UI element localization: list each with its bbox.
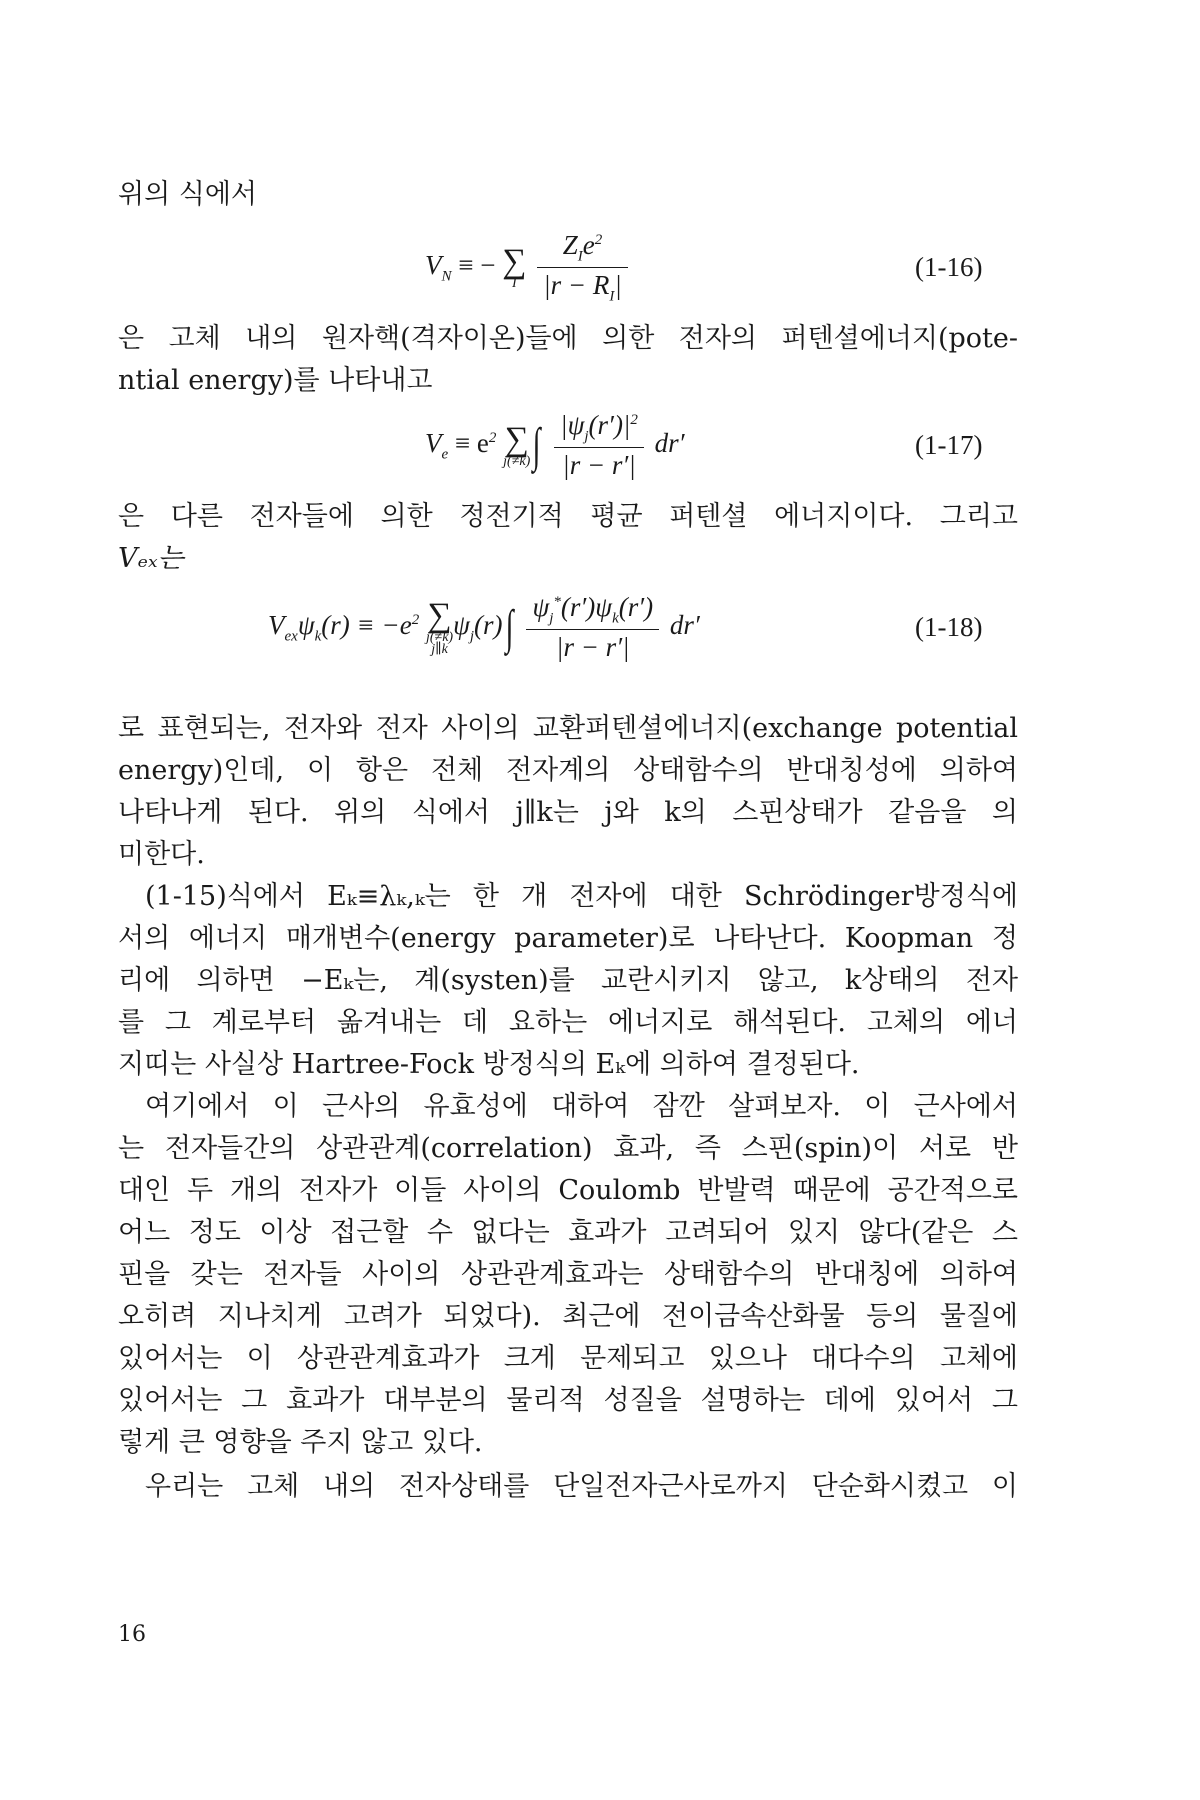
eq17-num-sup: 2 [630,412,638,428]
eq18-differential: dr′ [669,609,700,640]
eq16-fraction [537,230,628,306]
equation-1-18 [0,590,1200,690]
eq17-denominator: |r − r′| [562,450,636,481]
eq17-fraction [554,410,644,481]
eq16-sum-index: I [512,275,517,291]
equation-1-16 [0,226,1200,306]
text-line: 우리는 고체 내의 전자상태를 단일전자근사로까지 단순화시켰고 이 [145,1471,1018,1502]
text-line: 은 고체 내의 원자핵(격자이온)들에 의한 전자의 퍼텐셜에너지(pote- [118,323,1018,354]
eq17-num-rest: (r′)| [588,410,631,440]
text-line: 로 표현되는, 전자와 전자 사이의 교환퍼텐셜에너지(exchange potential [118,713,1018,744]
eq16-den-end: | [614,270,622,301]
text-line: 나타나게 된다. 위의 식에서 j∥k는 j와 k의 스핀상태가 같음을 의 [118,797,1018,828]
eq18-denominator: |r − r′| [556,632,630,663]
eq16-num-z: Z [562,230,578,260]
text-line: 지띠는 사실상 Hartree-Fock 방정식의 Eₖ에 의하여 결정된다. [118,1049,860,1080]
text-line: (1-15)식에서 Eₖ≡λₖ,ₖ는 한 개 전자에 대한 Schrödinger방정식에 [145,881,1018,912]
eq16-numerator [537,230,628,268]
eq18-factor-end: (r) [474,609,503,640]
eq16-num-sup: 2 [594,232,603,248]
eq17-num-sub: j [584,428,589,445]
eq18-sum: ∑ j(≠k) j∥k [425,596,454,657]
equation-number: (1-17) [915,430,983,460]
eq16-sum: ∑ I [502,242,527,291]
page-number: 16 [118,1622,146,1647]
text-line: 핀을 갖는 전자들 사이의 상관관계효과는 상태함수의 반대칭에 의하여 [118,1259,1018,1290]
eq17-relation-sup: 2 [488,429,497,446]
eq18-integral-sign: ∫ [505,601,514,655]
eq18-num-mid: (r′)ψ [560,592,613,622]
text-line: 리에 의하면 −Eₖ는, 계(systen)를 교란시키지 않고, k상태의 전자 [118,965,1018,996]
eq18-sum-index-1: j(≠k) [425,629,454,645]
equation-number: (1-18) [915,612,983,642]
text-line: 서의 에너지 매개변수(energy parameter)로 나타난다. Koopman 정 [118,923,1018,954]
text-line: 은 다른 전자들에 의한 정전기적 평균 퍼텐셜 에너지이다. 그리고 [118,501,1018,532]
eq18-fraction [526,592,659,663]
eq18-num-psi: ψ [532,592,550,622]
text-line: 렇게 큰 영향을 주지 않고 있다. [118,1427,483,1458]
eq17-lhs-sub: e [441,446,449,463]
text-line: 있어서는 이 상관관계효과가 크게 문제되고 있으나 대다수의 고체에 [118,1343,1018,1374]
eq17-num-psi: |ψ [560,410,585,440]
eq17-integral-sign: ∫ [532,419,541,473]
text-line: 여기에서 이 근사의 유효성에 대하여 잠깐 살펴보자. 이 근사에서 [145,1091,1018,1122]
eq17-differential: dr′ [654,427,685,458]
equation-1-17 [0,408,1200,488]
eq18-lhs-end: (r) ≡ −e [321,609,412,640]
eq16-den-sub: I [609,288,615,305]
eq18-factor-sub: j [469,628,475,645]
eq16-num-sub: I [577,248,583,265]
text-line: energy)인데, 이 항은 전체 전자계의 상태함수의 반대칭성에 의하여 [118,755,1018,786]
eq16-num-e: e [582,230,595,260]
text-line: 어느 정도 이상 접근할 수 없다는 효과가 고려되어 있지 않다(같은 스 [118,1217,1018,1248]
text-line: 미한다. [118,839,205,870]
text-line: 위의 식에서 [118,179,257,210]
equation-number: (1-16) [915,252,983,282]
eq18-lhs-sub: ex [284,628,298,645]
eq17-lhs: V [425,427,442,458]
text-line: 는 전자들간의 상관관계(correlation) 효과, 즉 스핀(spin)이 서로 반 [118,1133,1018,1164]
eq18-lhs-psi-sub: k [314,628,322,645]
eq17-sum-index: j(≠k) [503,453,531,469]
text-line: 대인 두 개의 전자가 이들 사이의 Coulomb 반발력 때문에 공간적으로 [118,1175,1018,1206]
eq18-num-star: * [553,594,561,610]
eq17-numerator [554,410,644,448]
eq17-relation: ≡ e [454,427,489,458]
eq16-relation: ≡ − [458,250,496,281]
text-line: ntial energy)를 나타내고 [118,365,433,396]
eq18-num-end: (r′) [618,592,654,622]
eq18-sum-index-2: j∥k [431,641,448,657]
eq18-lhs-psi: ψ [297,609,315,640]
eq18-lhs-sup: 2 [411,611,420,628]
eq18-factor: ψ [453,609,470,640]
text-line: 오히려 지나치게 고려가 되었다). 최근에 전이금속산화물 등의 물질에 [118,1301,1018,1332]
eq16-denominator [537,268,628,305]
eq18-numerator [526,592,659,630]
eq16-lhs: V [425,250,442,281]
eq16-lhs-sub: N [441,268,452,285]
text-line: 있어서는 그 효과가 대부분의 물리적 성질을 설명하는 데에 있어서 그 [118,1385,1018,1416]
eq18-num-sub: j [549,610,554,627]
eq17-sum: ∑ j(≠k) [503,420,531,469]
text-line: Vₑₓ는 [118,543,184,574]
eq16-den-main: |r − R [543,270,610,301]
eq18-num-mid-sub: k [612,610,619,627]
text-line: 를 그 계로부터 옮겨내는 데 요하는 에너지로 해석된다. 고체의 에너 [118,1007,1018,1038]
eq18-lhs: V [268,609,285,640]
